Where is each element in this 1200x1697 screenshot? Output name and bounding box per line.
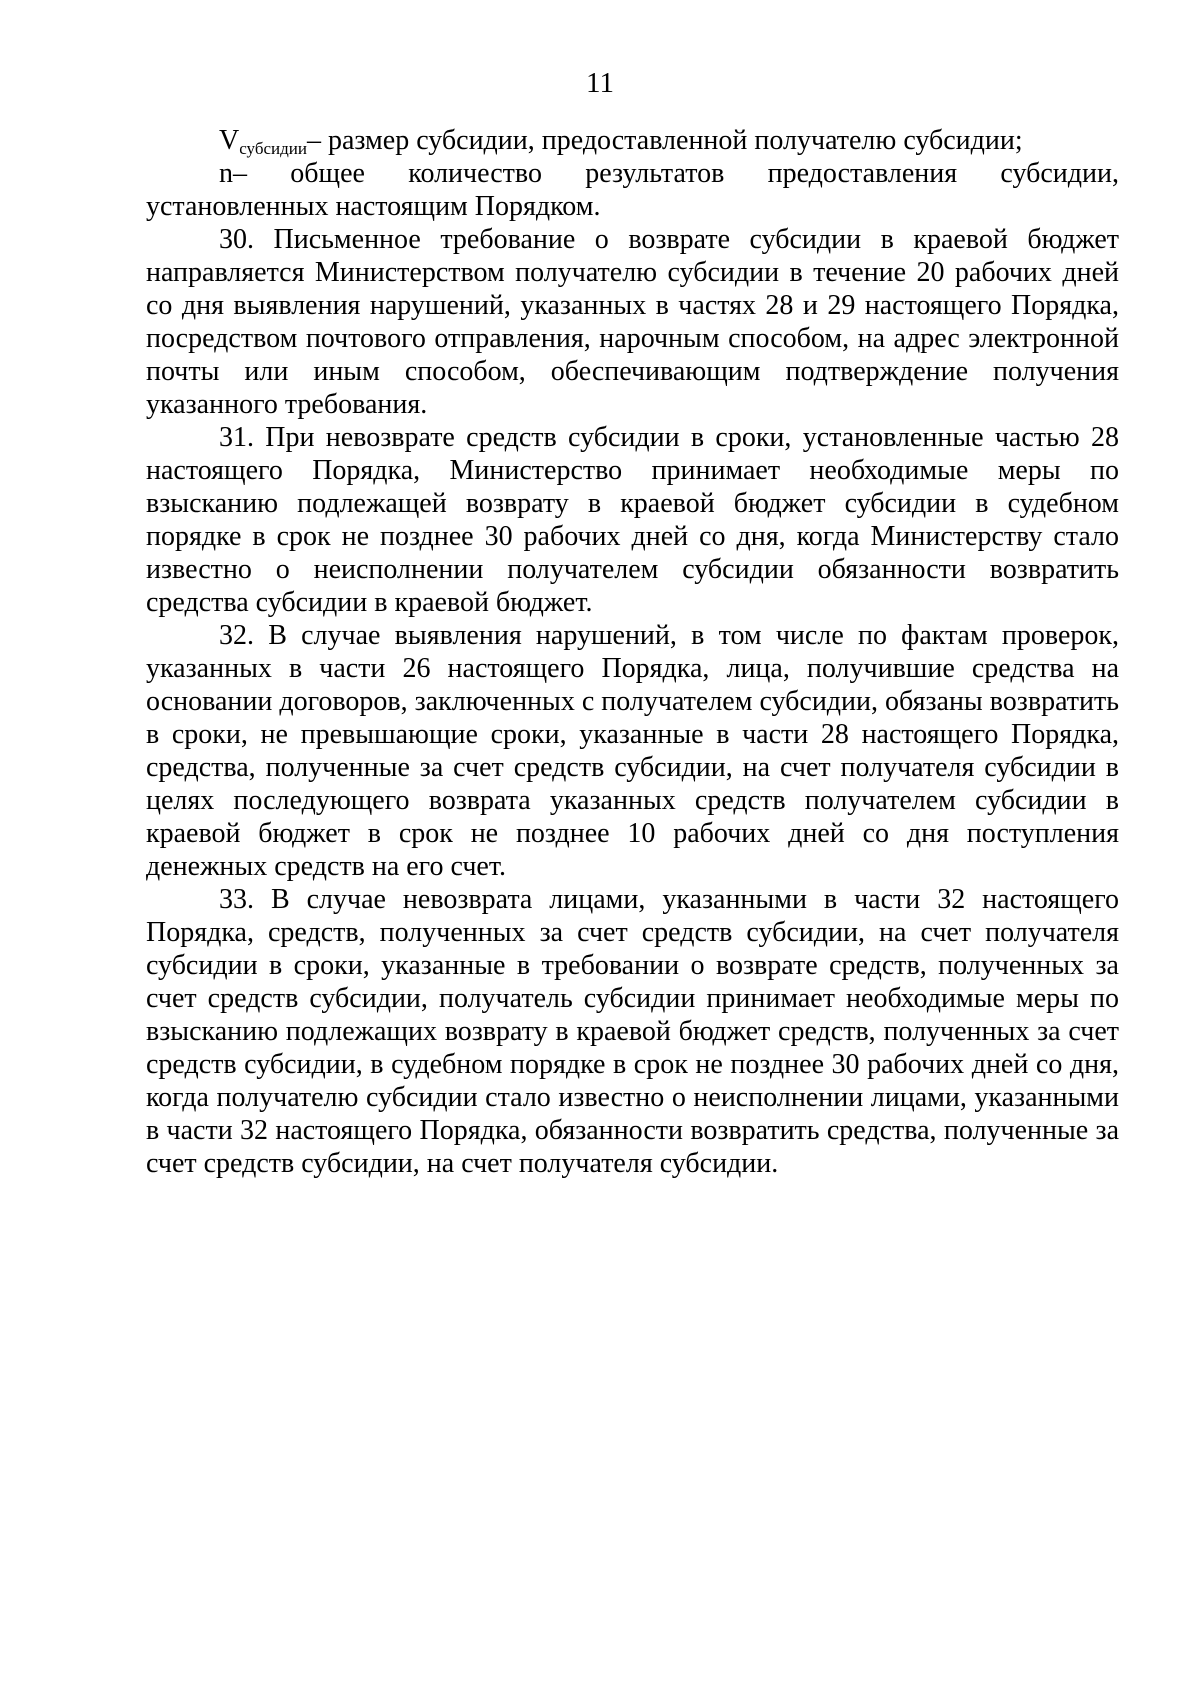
paragraph-31: 31. При невозврате средств субсидии в сроки, установленные частью 28 настоящего Порядка, Министерство принимает необходимые меры по взысканию подлежащей возврату в краевой бюджет субсидии в судебном порядке в срок не позднее 30 рабочих дней со дня, когда Министерству стало известно о неисполнении получателем субсидии обязанности возвратить средства субсидии в краевой бюджет. xyxy=(146,422,1119,618)
document-body xyxy=(146,124,1119,1180)
paragraph-30: 30. Письменное требование о возврате субсидии в краевой бюджет направляется Министерством получателю субсидии в течение 20 рабочих дней со дня выявления нарушений, указанных в частях 28 и 29 настоящего Порядка, посредством почтового отправления, нарочным способом, на адрес электронной почты или иным способом, обеспечивающим подтверждение получения указанного требования. xyxy=(146,224,1119,420)
formula-symbol-v: V xyxy=(219,125,240,156)
formula-symbol-n: n xyxy=(219,158,233,189)
formula-definition-v-text: – размер субсидии, предоставленной получателю субсидии; xyxy=(306,125,1023,156)
page-number: 11 xyxy=(586,67,614,99)
formula-definition-n xyxy=(146,157,1119,223)
paragraph-33: 33. В случае невозврата лицами, указанными в части 32 настоящего Порядка, средств, полученных за счет средств субсидии, на счет получателя субсидии в сроки, указанные в требовании о возврате средств, полученных за счет средств субсидии, получатель субсидии принимает необходимые меры по взысканию подлежащих возврату в краевой бюджет средств, полученных за счет средств субсидии, в судебном порядке в срок не позднее 30 рабочих дней со дня, когда получателю субсидии стало известно о неисполнении лицами, указанными в части 32 настоящего Порядка, обязанности возвратить средства, полученные за счет средств субсидии, на счет получателя субсидии. xyxy=(146,884,1119,1179)
formula-definition-n-text: – общее количество результатов предоставления субсидии, установленных настоящим Порядком. xyxy=(146,158,1119,222)
formula-subscript-v: субсидии xyxy=(239,139,307,158)
formula-definition-v xyxy=(146,124,1119,157)
paragraph-32: 32. В случае выявления нарушений, в том числе по фактам проверок, указанных в части 26 настоящего Порядка, лица, получившие средства на основании договоров, заключенных с получателем субсидии, обязаны возвратить в сроки, не превышающие сроки, указанные в части 28 настоящего Порядка, средства, полученные за счет средств субсидии, на счет получателя субсидии в целях последующего возврата указанных средств получателем субсидии в краевой бюджет в срок не позднее 10 рабочих дней со дня поступления денежных средств на его счет. xyxy=(146,620,1119,882)
